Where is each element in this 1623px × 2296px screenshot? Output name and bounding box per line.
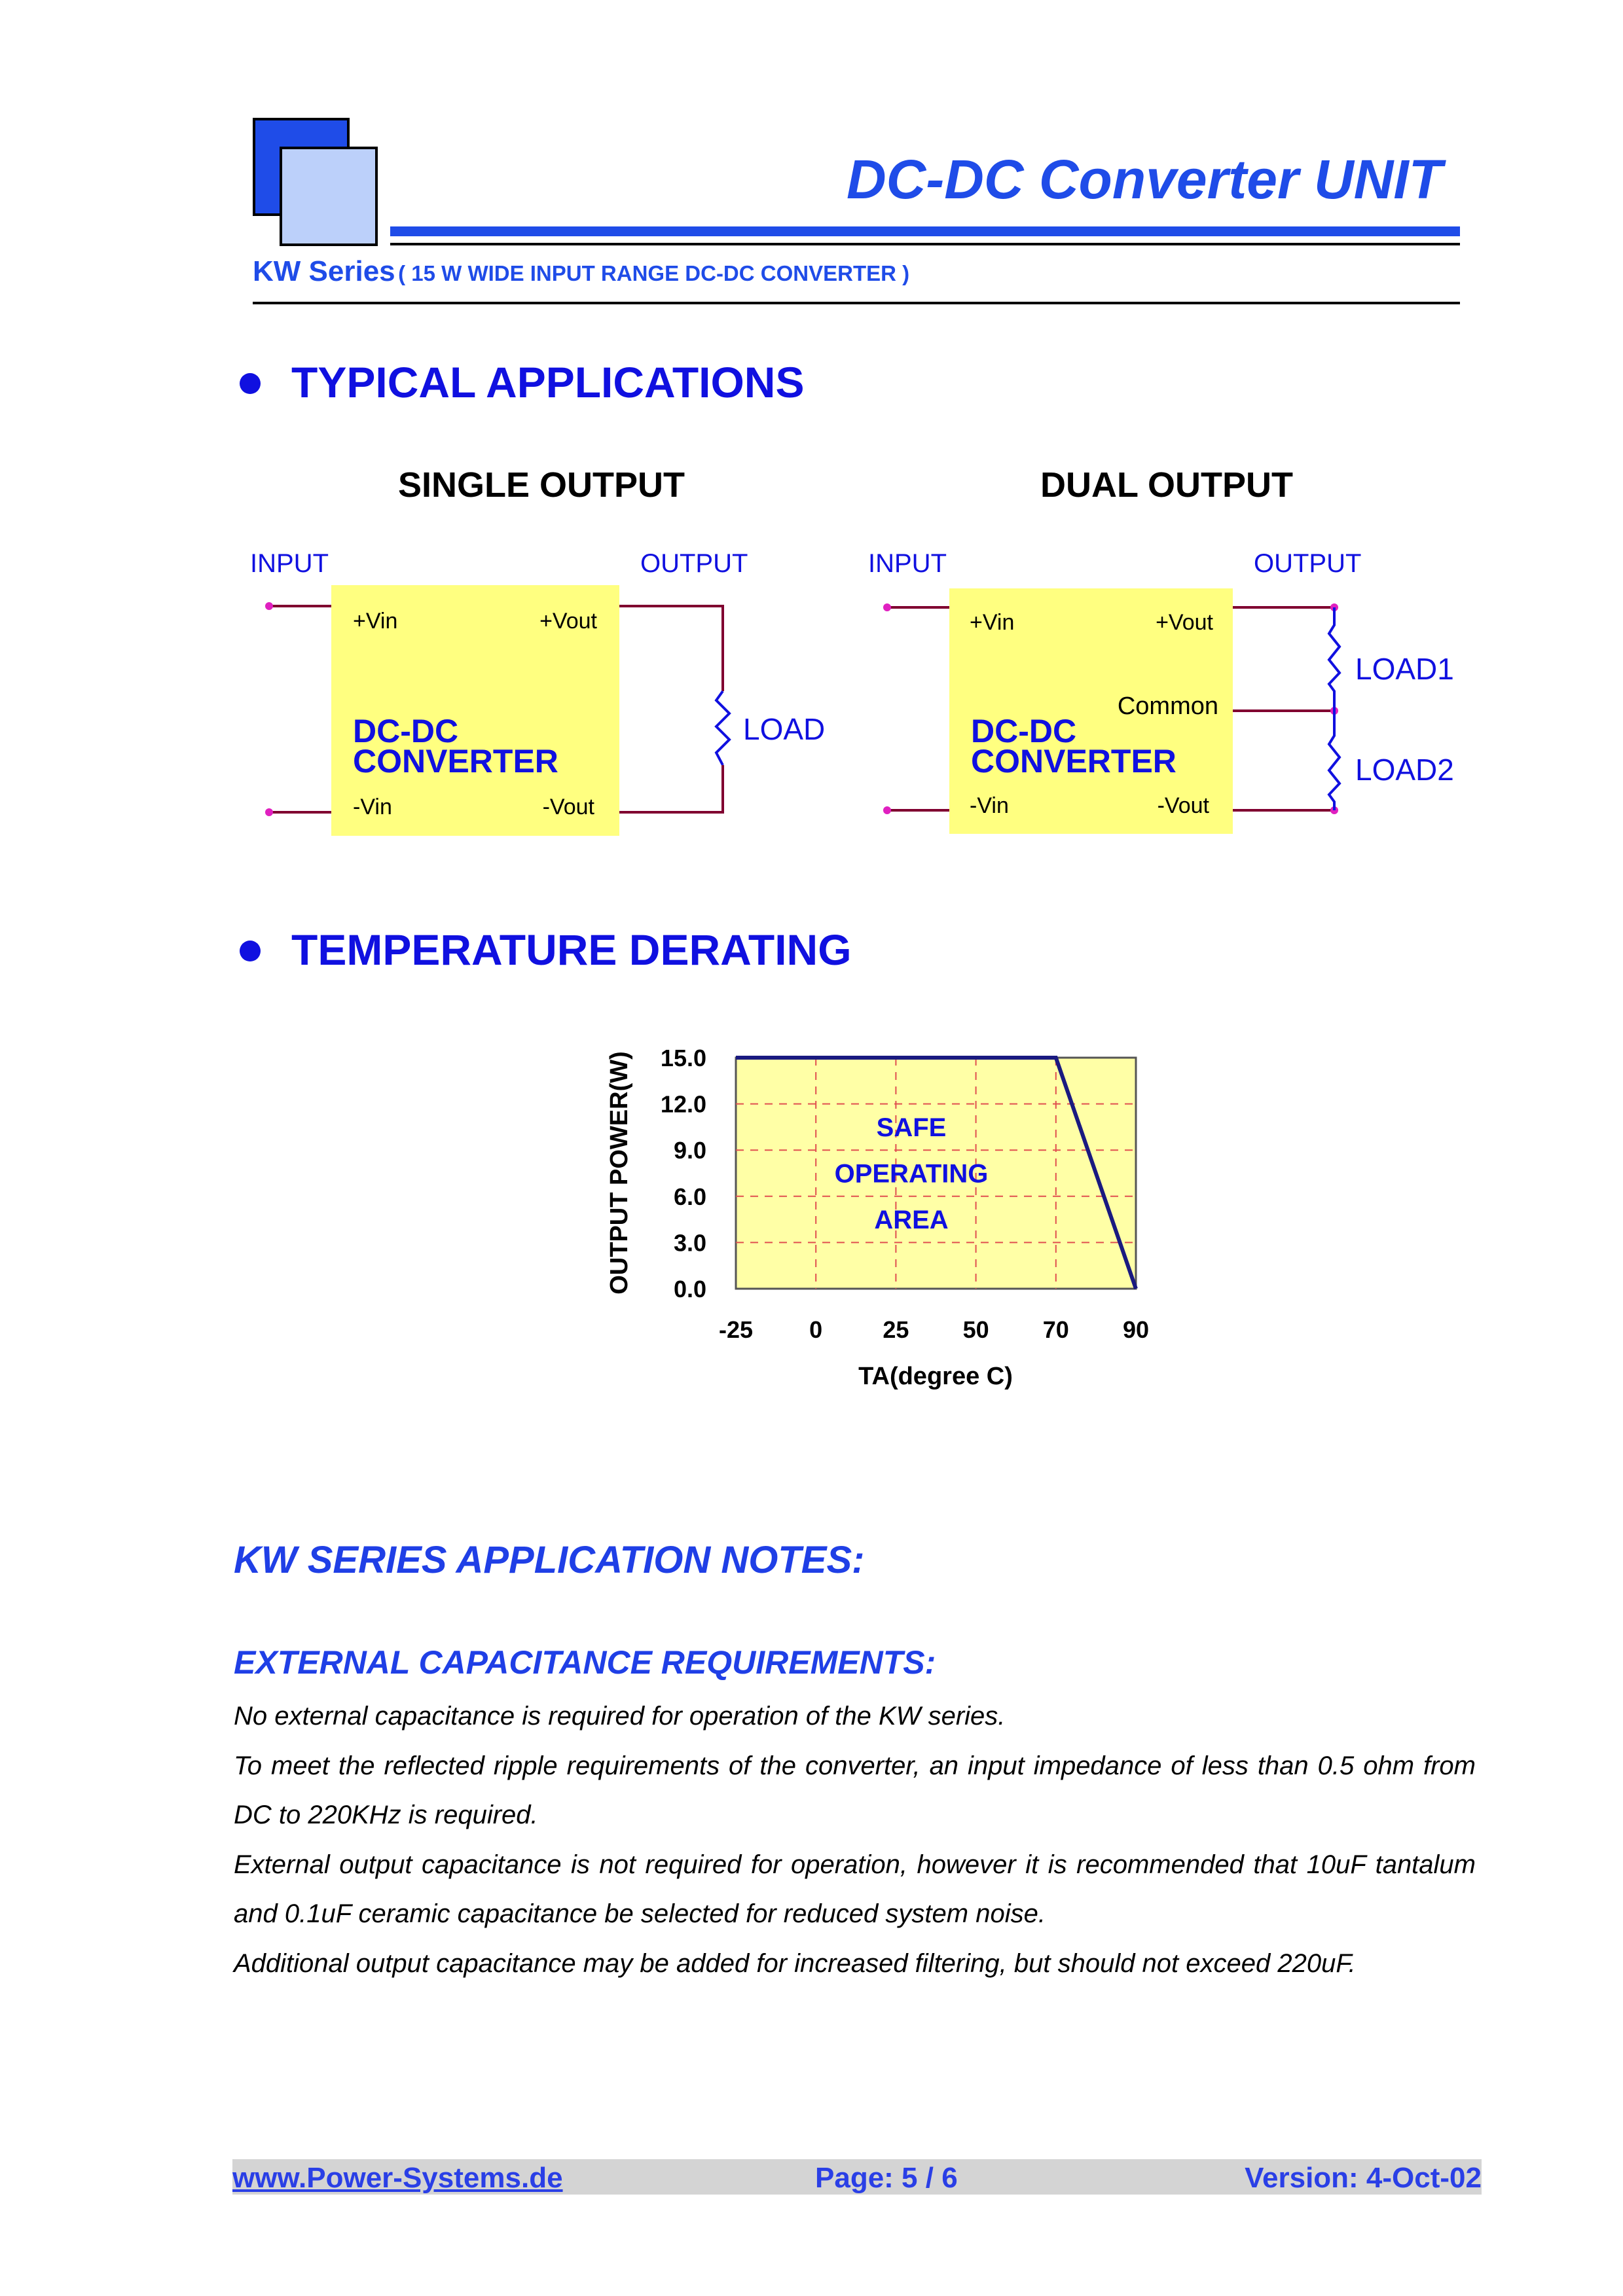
x-tick-label: 25 [883, 1316, 909, 1343]
version-label: Version: 4-Oct-02 [1245, 2162, 1482, 2194]
y-tick-label: 6.0 [673, 1183, 706, 1210]
note-paragraph: To meet the reflected ripple requirements of the converter, an input impedance of less than 0.5 ohm from DC to 220KHz is required. [234, 1751, 1476, 1829]
x-tick-label: 0 [809, 1316, 823, 1343]
load-label: LOAD [743, 712, 826, 746]
pin-common: Common [1117, 692, 1218, 720]
output-label: OUTPUT [1254, 549, 1362, 578]
pin-vin-neg: -Vin [353, 795, 392, 819]
block-label-line2: CONVERTER [353, 743, 558, 780]
page-number: Page: 5 / 6 [815, 2162, 958, 2194]
y-tick-label: 9.0 [673, 1137, 706, 1164]
pin-vout-neg: -Vout [542, 795, 594, 819]
input-label: INPUT [250, 549, 329, 578]
series-description: ( 15 W WIDE INPUT RANGE DC-DC CONVERTER ) [398, 261, 910, 285]
x-tick-label: 70 [1042, 1316, 1069, 1343]
annotation-safe: SAFE [876, 1113, 947, 1142]
y-tick-label: 12.0 [660, 1090, 706, 1118]
notes-heading: KW SERIES APPLICATION NOTES: [234, 1539, 865, 1581]
website-link[interactable]: www.Power-Systems.de [232, 2162, 563, 2194]
y-axis-label: OUTPUT POWER(W) [606, 1051, 633, 1295]
dual-output-title: DUAL OUTPUT [1040, 465, 1293, 505]
block-label-line1: DC-DC [971, 713, 1077, 749]
series-name: KW Series [253, 255, 395, 287]
pin-vin-pos: +Vin [353, 609, 398, 634]
y-tick-label: 15.0 [660, 1045, 706, 1071]
y-tick-label: 0.0 [673, 1276, 706, 1302]
section-heading-applications: TYPICAL APPLICATIONS [291, 358, 805, 406]
notes-subheading: EXTERNAL CAPACITANCE REQUIREMENTS: [234, 1644, 936, 1681]
annotation-operating: OPERATING [834, 1159, 989, 1189]
load2-label: LOAD2 [1355, 753, 1454, 787]
x-tick-label: 90 [1122, 1316, 1150, 1343]
section-heading-derating: TEMPERATURE DERATING [291, 925, 852, 974]
notes-body [234, 1692, 1476, 1988]
note-paragraph: External output capacitance is not required for operation, however it is recommended that 10uF tantalum and 0.1uF ceramic capacitance be selected for reduced system noise. [234, 1850, 1476, 1928]
pin-vin-pos: +Vin [970, 610, 1015, 635]
load1-label: LOAD1 [1355, 652, 1454, 686]
output-label: OUTPUT [640, 549, 748, 578]
note-paragraph: No external capacitance is required for operation of the KW series. [234, 1702, 1006, 1731]
x-tick-label: 50 [962, 1316, 989, 1343]
pin-vin-neg: -Vin [970, 793, 1009, 818]
block-label-line2: CONVERTER [971, 743, 1176, 780]
single-output-title: SINGLE OUTPUT [397, 465, 685, 505]
input-label: INPUT [868, 549, 947, 578]
pin-vout-pos: +Vout [1156, 610, 1213, 635]
block-label-line1: DC-DC [353, 713, 459, 749]
document-title: DC-DC Converter UNIT [846, 149, 1442, 210]
annotation-area: AREA [874, 1206, 949, 1235]
x-tick-label: -25 [718, 1316, 754, 1343]
y-tick-label: 3.0 [673, 1229, 706, 1257]
x-axis-label: TA(degree C) [858, 1363, 1013, 1390]
pin-vout-neg: -Vout [1157, 793, 1209, 818]
note-paragraph: Additional output capacitance may be added for increased filtering, but should not exceed 220uF. [234, 1948, 1356, 1978]
pin-vout-pos: +Vout [539, 609, 597, 634]
footer-bar [232, 2159, 1482, 2195]
